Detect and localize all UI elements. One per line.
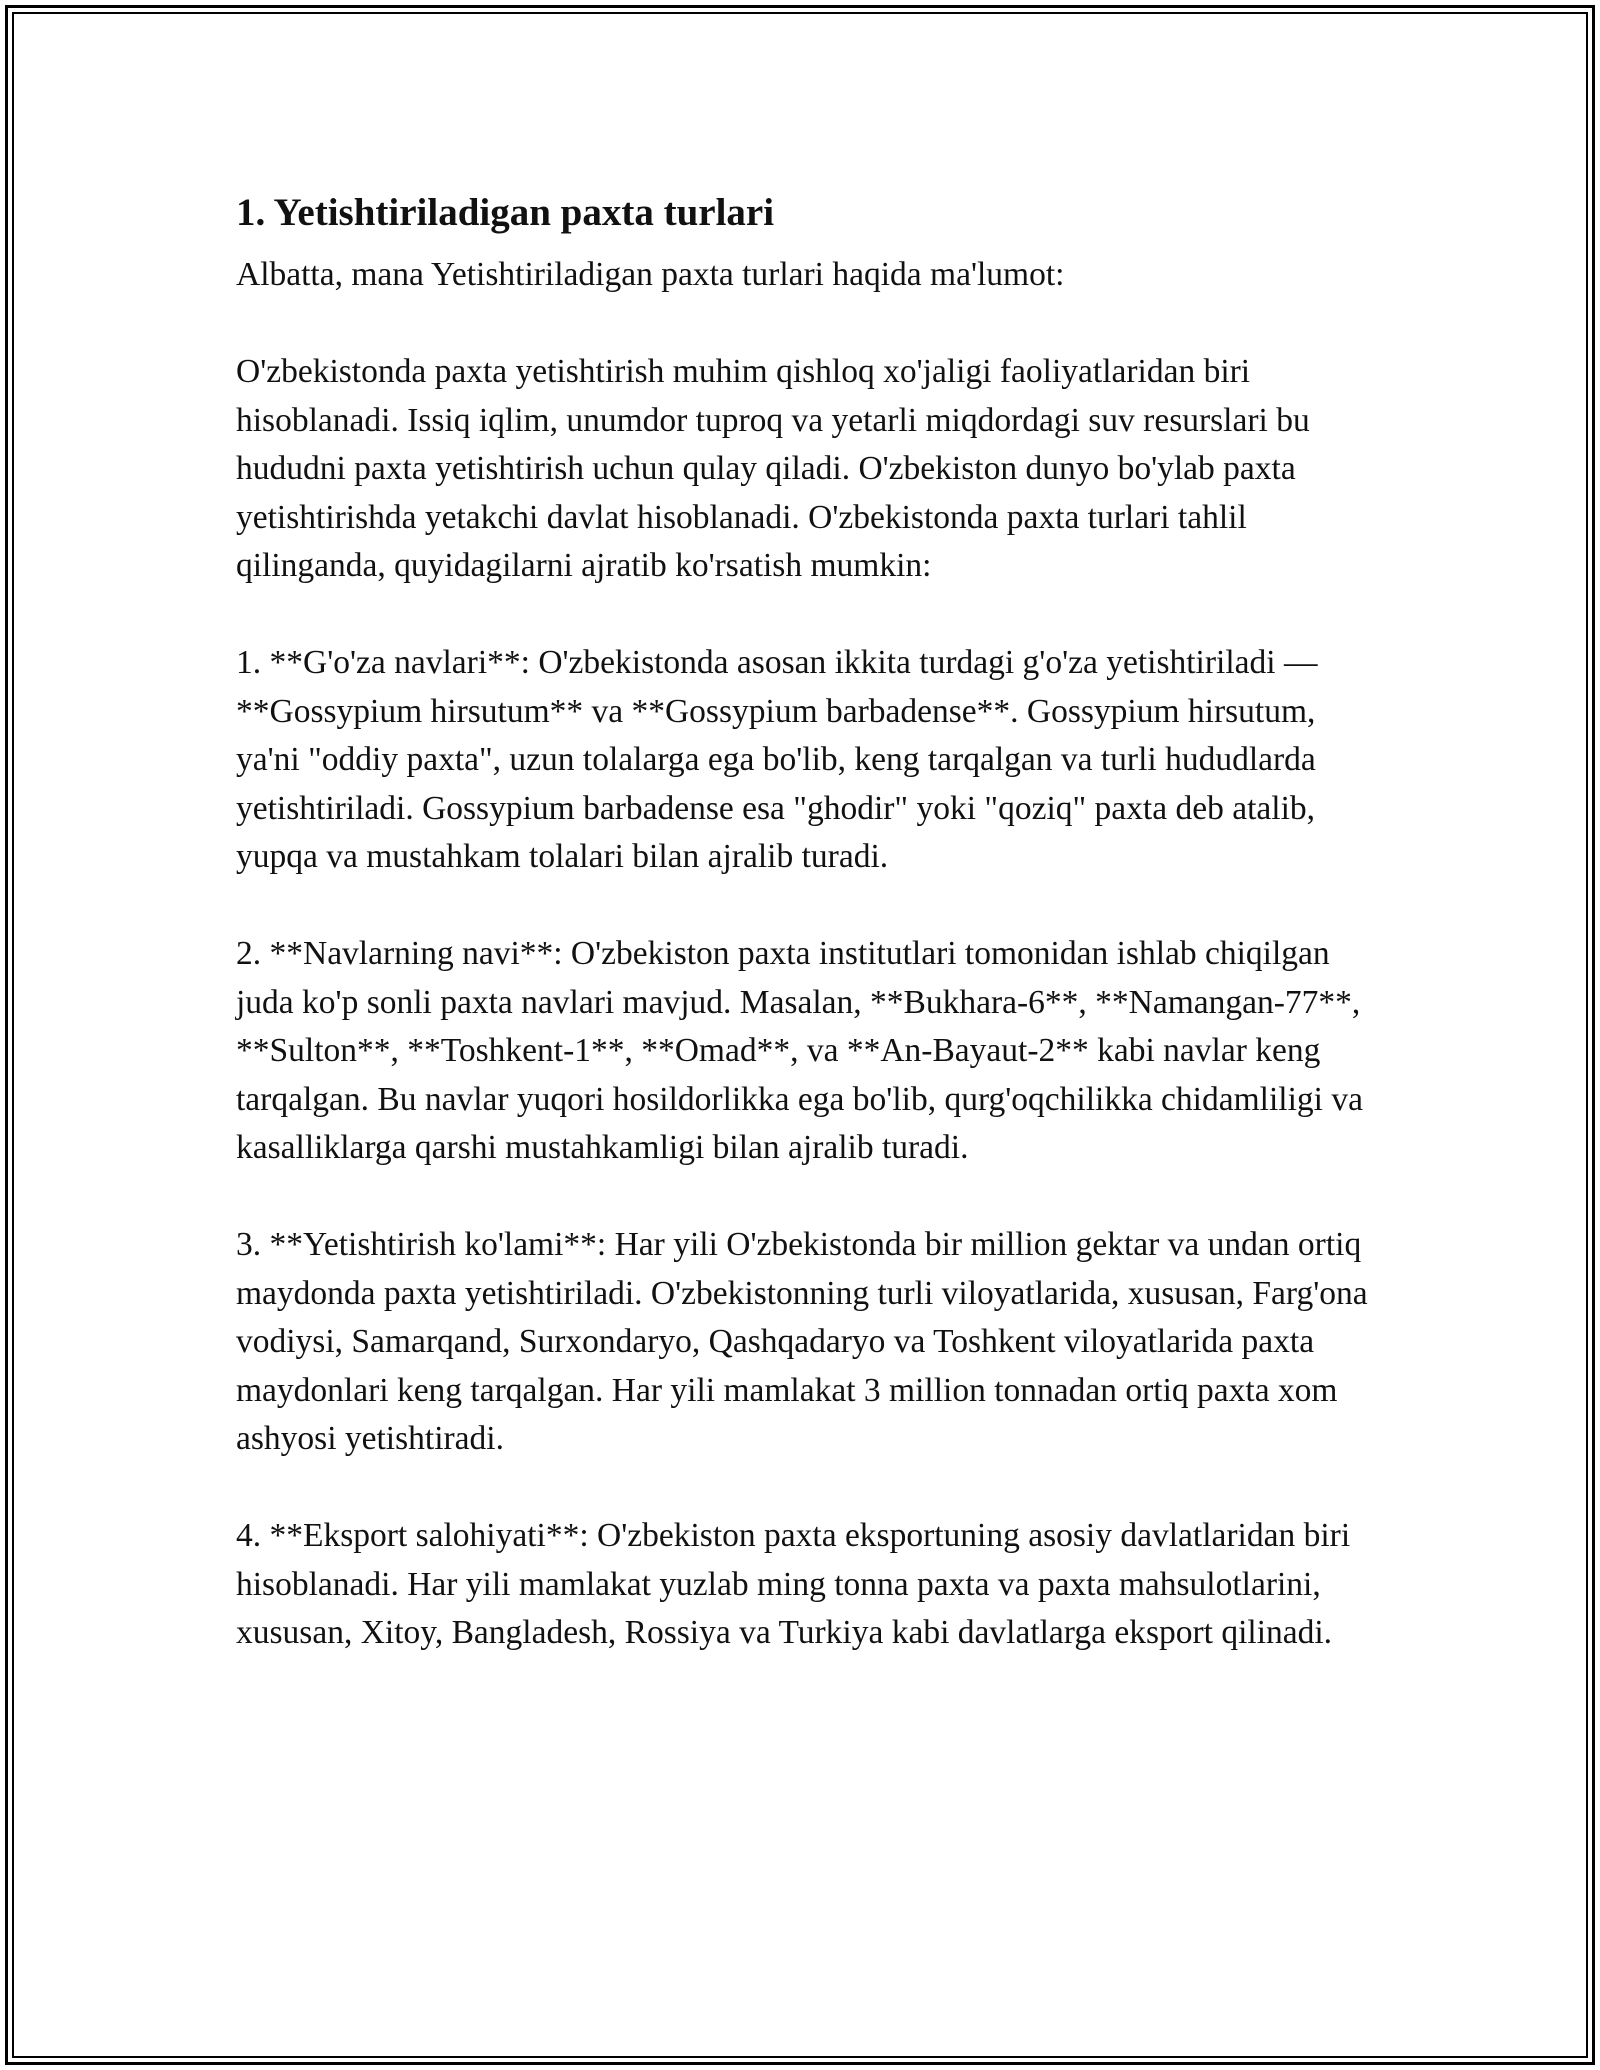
list-item-cotton-varieties: 2. **Navlarning navi**: O'zbekiston paxta institutlari tomonidan ishlab chiqilgan juda ko'p sonli paxta navlari mavjud. Masalan, **Bukhara-6**, **Namangan-77**, **Sulton**, **Toshkent-1**, **Omad**, va **An-Bayaut-2** kabi navlar keng tarqalgan. Bu navlar yuqori hosildorlikka ega bo'lib, qurg'oqchilikka chidamliligi va kasalliklarga qarshi mustahkamligi bilan ajralib turadi. — [236, 935, 1363, 1166]
document-title: 1. Yetishtiriladigan paxta turlari — [236, 191, 775, 234]
document-body — [236, 185, 1386, 1706]
list-item-cotton-species: 1. **G'o'za navlari**: O'zbekistonda asosan ikkita turdagi g'o'za yetishtiriladi — **Gossypium hirsutum** va **Gossypium barbadense**. Gossypium hirsutum, ya'ni "oddiy paxta", uzun tolalarga ega bo'lib, keng tarqalgan va turli hududlarda yetishtiriladi. Gossypium barbadense esa "ghodir" yoki "qoziq" paxta deb atalib, yupqa va mustahkam tolalari bilan ajralib turadi. — [236, 644, 1318, 875]
intro-paragraph: Albatta, mana Yetishtiriladigan paxta turlari haqida ma'lumot: — [236, 256, 1065, 293]
list-item-export-potential: 4. **Eksport salohiyati**: O'zbekiston paxta eksportuning asosiy davlatlaridan biri hisoblanadi. Har yili mamlakat yuzlab ming tonna paxta va paxta mahsulotlarini, xususan, Xitoy, Bangladesh, Rossiya va Turkiya kabi davlatlarga eksport qilinadi. — [236, 1517, 1351, 1651]
overview-paragraph: O'zbekistonda paxta yetishtirish muhim qishloq xo'jaligi faoliyatlaridan biri hisoblanadi. Issiq iqlim, unumdor tuproq va yetarli miqdordagi suv resurslari bu hududni paxta yetishtirish uchun qulay qiladi. O'zbekiston dunyo bo'ylab paxta yetishtirishda yetakchi davlat hisoblanadi. O'zbekistonda paxta turlari tahlil qilinganda, quyidagilarni ajratib ko'rsatish mumkin: — [236, 353, 1310, 584]
list-item-cultivation-scale: 3. **Yetishtirish ko'lami**: Har yili O'zbekistonda bir million gektar va undan ortiq maydonda paxta yetishtiriladi. O'zbekistonning turli viloyatlarida, xususan, Farg'ona vodiysi, Samarqand, Surxondaryo, Qashqadaryo va Toshkent viloyatlarida paxta maydonlari keng tarqalgan. Har yili mamlakat 3 million tonnadan ortiq paxta xom ashyosi yetishtiradi. — [236, 1226, 1368, 1457]
